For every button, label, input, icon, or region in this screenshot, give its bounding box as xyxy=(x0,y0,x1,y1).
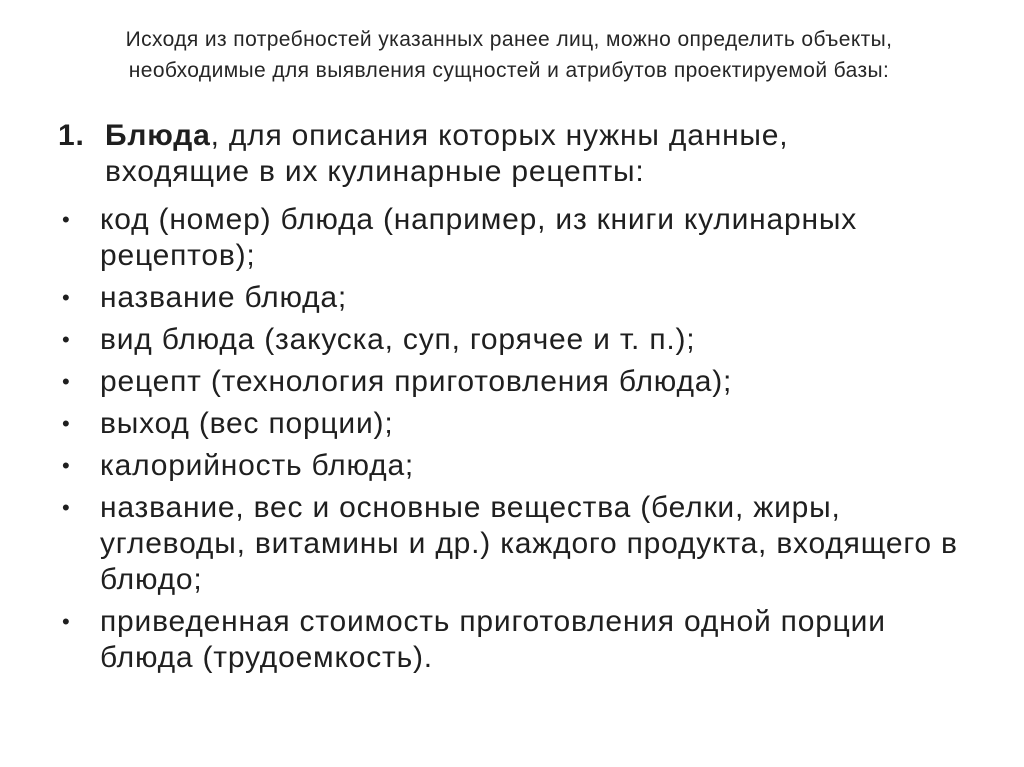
bullet-text: название, вес и основные вещества (белки, жиры, углеводы, витамины и др.) каждого продукта, входящего в блюдо; xyxy=(100,491,958,596)
list-item xyxy=(62,202,960,274)
bullet-text: вид блюда (закуска, суп, горячее и т. п.); xyxy=(100,323,696,356)
bullet-icon: • xyxy=(62,453,71,478)
bullet-text: код (номер) блюда (например, из книги кулинарных рецептов); xyxy=(100,203,858,272)
numbered-list-item xyxy=(58,118,960,190)
list-item xyxy=(62,322,960,358)
bullet-icon: • xyxy=(62,411,71,436)
slide-header-text: Исходя из потребностей указанных ранее лиц, можно определить объекты, необходимые для выявления сущностей и атрибутов проектируемой базы: xyxy=(125,28,893,82)
bullet-icon: • xyxy=(62,327,71,352)
bullet-icon: • xyxy=(62,285,71,310)
bullet-text: приведенная стоимость приготовления одной порции блюда (трудоемкость). xyxy=(100,605,886,674)
bullet-text: рецепт (технология приготовления блюда); xyxy=(100,365,733,398)
bullet-icon: • xyxy=(62,609,71,634)
item-term: Блюда xyxy=(105,119,211,152)
bullet-text: выход (вес порции); xyxy=(100,407,394,440)
bullet-list xyxy=(58,202,960,676)
bullet-icon: • xyxy=(62,369,71,394)
item-text xyxy=(105,118,805,190)
bullet-icon: • xyxy=(62,207,71,232)
item-number: 1. xyxy=(58,119,85,152)
item-rest: , для описания которых нужны данные, входящие в их кулинарные рецепты: xyxy=(105,119,789,188)
list-item xyxy=(62,604,960,676)
bullet-text: калорийность блюда; xyxy=(100,449,415,482)
list-item xyxy=(62,448,960,484)
bullet-icon: • xyxy=(62,495,71,520)
bullet-text: название блюда; xyxy=(100,281,348,314)
list-item xyxy=(62,364,960,400)
list-item xyxy=(62,406,960,442)
list-item xyxy=(62,280,960,316)
list-item xyxy=(62,490,960,598)
